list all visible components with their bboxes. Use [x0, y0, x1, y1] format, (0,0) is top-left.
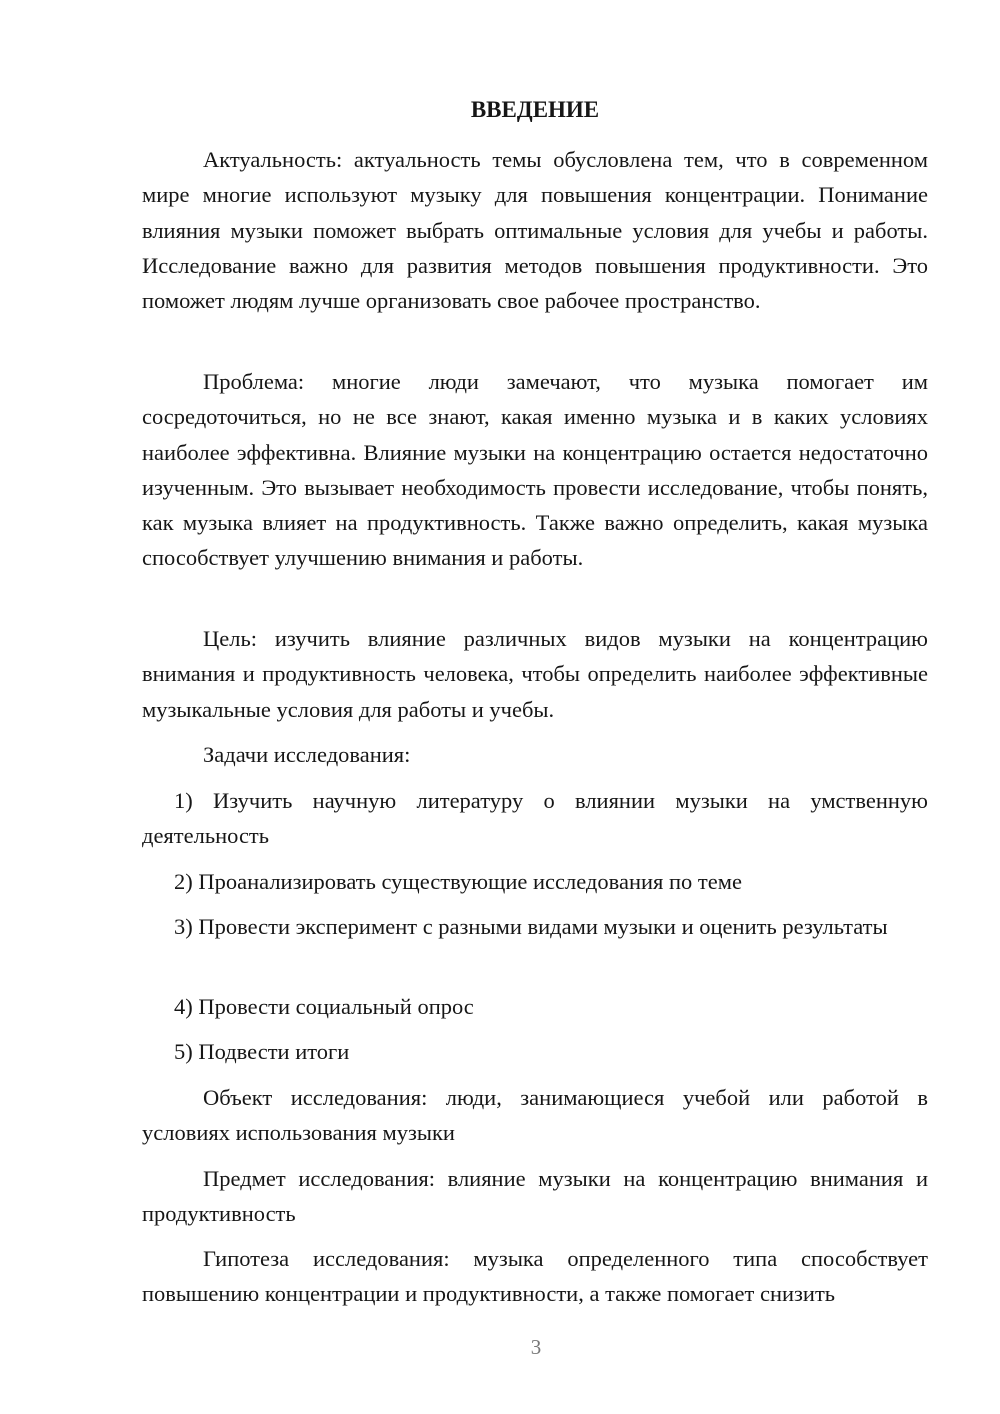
task-item-2: 2) Проанализировать существующие исследования по теме: [174, 869, 742, 894]
paragraph-problem: Проблема: многие люди замечают, что музыка помогает им сосредоточиться, но не все знают, какая именно музыка и в каких условиях наиболее эффективна. Влияние музыки на концентрацию остается недостаточно изученным. Это вызывает необходимость провести исследование, чтобы понять, как музыка влияет на продуктивность. Также важно определить, какая музыка способствует улучшению внимания и работы.: [142, 369, 928, 571]
task-item-3: 3) Провести эксперимент с разными видами музыки и оценить результаты: [174, 914, 888, 939]
tasks-heading: Задачи исследования:: [203, 742, 411, 767]
task-item-1: 1) Изучить научную литературу о влиянии музыки на умственную деятельность: [142, 788, 928, 849]
paragraph-hypothesis: Гипотеза исследования: музыка определенного типа способствует повышению концентрации и продуктивности, а также помогает снизить: [142, 1246, 928, 1307]
paragraph-object: Объект исследования: люди, занимающиеся учебой или работой в условиях использования музыки: [142, 1085, 928, 1146]
paragraph-subject: Предмет исследования: влияние музыки на концентрацию внимания и продуктивность: [142, 1166, 928, 1227]
task-item-5: 5) Подвести итоги: [174, 1039, 350, 1064]
paragraph-goal: Цель: изучить влияние различных видов музыки на концентрацию внимания и продуктивность человека, чтобы определить наиболее эффективные музыкальные условия для работы и учебы.: [142, 626, 928, 722]
section-title: ВВЕДЕНИЕ: [470, 97, 600, 122]
paragraph-relevance: Актуальность: актуальность темы обусловлена тем, что в современном мире многие используют музыку для повышения концентрации. Понимание влияния музыки поможет выбрать оптимальные условия для учебы и работы. Исследование важно для развития методов повышения продуктивности. Это поможет людям лучше организовать свое рабочее пространство.: [142, 147, 928, 314]
task-item-4: 4) Провести социальный опрос: [174, 994, 474, 1019]
page-number: 3: [530, 1335, 542, 1359]
